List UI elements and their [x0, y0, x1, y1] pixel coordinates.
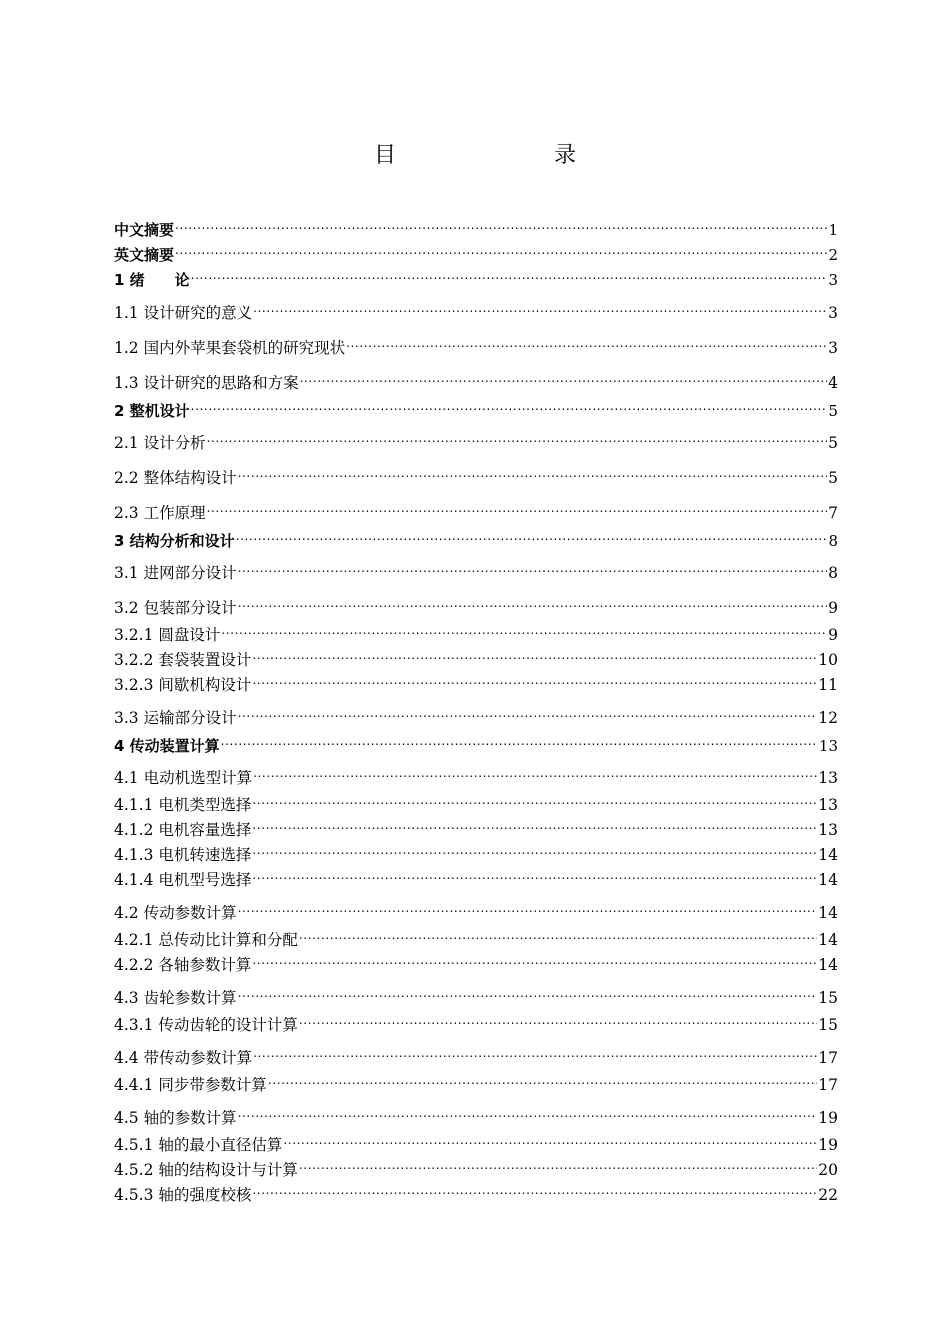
toc-leader-dots: [221, 618, 827, 640]
toc-entry-label: 4.3 齿轮参数计算: [114, 989, 237, 1007]
toc-leader-dots: [253, 761, 817, 783]
toc-entry[interactable]: [114, 1041, 838, 1067]
toc-entry-page: 12: [818, 709, 838, 727]
toc-leader-dots: [300, 366, 828, 388]
toc-entry-label: 3 结构分析和设计: [114, 532, 235, 550]
toc-entry-page: 2: [828, 246, 838, 264]
toc-leader-dots: [175, 213, 827, 235]
toc-leader-dots: [299, 1153, 817, 1175]
toc-leader-dots: [252, 788, 817, 810]
toc-entry-page: 8: [828, 532, 838, 550]
toc-leader-dots: [207, 496, 828, 518]
toc-entry[interactable]: [114, 461, 838, 487]
toc-leader-dots: [238, 1101, 818, 1123]
toc-entry[interactable]: [114, 426, 838, 452]
toc-entry[interactable]: [114, 981, 838, 1007]
toc-entry-page: 13: [818, 796, 838, 814]
toc-entry[interactable]: [114, 524, 838, 550]
toc-entry[interactable]: [114, 331, 838, 357]
toc-entry-page: 5: [828, 434, 838, 452]
toc-entry-label: 4 传动装置计算: [114, 737, 220, 755]
toc-entry-label: 1.2 国内外苹果套袋机的研究现状: [114, 339, 346, 357]
toc-entry-label: 2 整机设计: [114, 402, 190, 420]
toc-entry[interactable]: [114, 556, 838, 582]
toc-leader-dots: [238, 461, 828, 483]
toc-entry-label: 4.5.3 轴的强度校核: [114, 1186, 252, 1204]
toc-entry-label: 4.2.1 总传动比计算和分配: [114, 931, 298, 949]
toc-entry-page: 19: [818, 1109, 838, 1127]
toc-entry-page: 11: [818, 676, 838, 694]
toc-leader-dots: [283, 1128, 817, 1150]
toc-entry-label: 4.5 轴的参数计算: [114, 1109, 237, 1127]
toc-entry-page: 10: [818, 651, 838, 669]
toc-entry-page: 8: [828, 564, 838, 582]
toc-entry[interactable]: [114, 863, 838, 889]
toc-entry[interactable]: [114, 263, 838, 289]
toc-leader-dots: [253, 296, 827, 318]
toc-leader-dots: [191, 394, 828, 416]
toc-entry-label: 4.2 传动参数计算: [114, 904, 237, 922]
toc-entry-label: 4.5.1 轴的最小直径估算: [114, 1136, 283, 1154]
toc-entry-label: 英文摘要: [114, 246, 175, 264]
toc-entry[interactable]: [114, 296, 838, 322]
toc-entry-page: 14: [818, 956, 838, 974]
toc-entry-label: 3.3 运输部分设计: [114, 709, 237, 727]
toc-leader-dots: [207, 426, 828, 448]
toc-entry-label: 3.2.2 套袋装置设计: [114, 651, 252, 669]
toc-entry[interactable]: [114, 923, 838, 949]
toc-entry[interactable]: [114, 1178, 838, 1204]
toc-leader-dots: [175, 238, 827, 260]
toc-entry-page: 5: [828, 402, 838, 420]
toc-entry[interactable]: [114, 1128, 838, 1154]
toc-entry-label: 中文摘要: [114, 221, 175, 239]
toc-entry-label: 4.1.1 电机类型选择: [114, 796, 252, 814]
toc-entry-label: 3.2.3 间歇机构设计: [114, 676, 252, 694]
toc-leader-dots: [253, 1041, 817, 1063]
toc-entry[interactable]: [114, 643, 838, 669]
toc-entry[interactable]: [114, 213, 838, 239]
toc-leader-dots: [236, 524, 828, 546]
toc-entry-label: 2.2 整体结构设计: [114, 469, 237, 487]
toc-entry-page: 3: [828, 271, 838, 289]
toc-entry-page: 22: [818, 1186, 838, 1204]
toc-entry-page: 15: [818, 1016, 838, 1034]
toc-entry[interactable]: [114, 1153, 838, 1179]
toc-entry-label: 2.1 设计分析: [114, 434, 206, 452]
toc-entry-page: 14: [818, 904, 838, 922]
toc-entry-page: 17: [818, 1076, 838, 1094]
toc-entry[interactable]: [114, 761, 838, 787]
toc-entry[interactable]: [114, 668, 838, 694]
toc-entry-label: 3.2.1 圆盘设计: [114, 626, 221, 644]
toc-entry-label: 4.5.2 轴的结构设计与计算: [114, 1161, 298, 1179]
toc-leader-dots: [299, 923, 817, 945]
toc-entry-page: 9: [828, 599, 838, 617]
toc-entry[interactable]: [114, 838, 838, 864]
toc-entry-label: 2.3 工作原理: [114, 504, 206, 522]
toc-entry-label: 3.1 进网部分设计: [114, 564, 237, 582]
toc-entry-label: 4.1.2 电机容量选择: [114, 821, 252, 839]
toc-entry-page: 14: [818, 846, 838, 864]
toc-entry-page: 15: [818, 989, 838, 1007]
toc-leader-dots: [252, 1178, 817, 1200]
toc-entry[interactable]: [114, 496, 838, 522]
toc-entry-label: 1.3 设计研究的思路和方案: [114, 374, 299, 392]
toc-entry[interactable]: [114, 394, 838, 420]
toc-entry[interactable]: [114, 618, 838, 644]
toc-leader-dots: [221, 729, 818, 751]
toc-entry-label: 4.1.4 电机型号选择: [114, 871, 252, 889]
toc-entry[interactable]: [114, 366, 838, 392]
toc-entry-page: 3: [828, 339, 838, 357]
toc-entry[interactable]: [114, 948, 838, 974]
toc-leader-dots: [268, 1068, 817, 1090]
toc-entry-page: 14: [818, 931, 838, 949]
toc-entry-label: 3.2 包装部分设计: [114, 599, 237, 617]
toc-leader-dots: [252, 813, 817, 835]
toc-leader-dots: [238, 981, 818, 1003]
toc-entry-page: 7: [828, 504, 838, 522]
toc-leader-dots: [252, 948, 817, 970]
toc-entry-label: 4.1.3 电机转速选择: [114, 846, 252, 864]
toc-entry[interactable]: [114, 788, 838, 814]
toc-entry-page: 4: [828, 374, 838, 392]
toc-entry[interactable]: [114, 1008, 838, 1034]
toc-leader-dots: [191, 263, 828, 285]
toc-entry-label: 4.1 电动机选型计算: [114, 769, 253, 787]
toc-entry[interactable]: [114, 1101, 838, 1127]
toc-entry-label: 1.1 设计研究的意义: [114, 304, 253, 322]
toc-leader-dots: [346, 331, 827, 353]
toc-entry-page: 13: [818, 769, 838, 787]
toc-leader-dots: [252, 643, 817, 665]
toc-entry[interactable]: [114, 896, 838, 922]
toc-entry-label: 4.2.2 各轴参数计算: [114, 956, 252, 974]
page-title: 目 录: [373, 143, 614, 168]
toc-leader-dots: [238, 701, 818, 723]
toc-leader-dots: [252, 863, 817, 885]
toc-entry-label: 4.4 带传动参数计算: [114, 1049, 253, 1067]
toc-entry-page: 1: [828, 221, 838, 239]
toc-entry-page: 13: [818, 737, 838, 755]
toc-entry[interactable]: [114, 701, 838, 727]
toc-entry-page: 20: [818, 1161, 838, 1179]
toc-entry-page: 14: [818, 871, 838, 889]
toc-entry-label: 4.4.1 同步带参数计算: [114, 1076, 267, 1094]
toc-leader-dots: [252, 668, 817, 690]
toc-entry-page: 3: [828, 304, 838, 322]
toc-entry[interactable]: [114, 238, 838, 264]
toc-entry-page: 5: [828, 469, 838, 487]
toc-entry-page: 17: [818, 1049, 838, 1067]
toc-entry-label: 1 绪 论: [114, 271, 190, 289]
toc-entry[interactable]: [114, 813, 838, 839]
toc-entry-page: 9: [828, 626, 838, 644]
toc-entry-page: 13: [818, 821, 838, 839]
toc-entry[interactable]: [114, 591, 838, 617]
toc-entry[interactable]: [114, 1068, 838, 1094]
toc-entry[interactable]: [114, 729, 838, 755]
toc-entry-page: 19: [818, 1136, 838, 1154]
toc-leader-dots: [299, 1008, 817, 1030]
toc-leader-dots: [238, 896, 818, 918]
toc-leader-dots: [238, 591, 828, 613]
toc-leader-dots: [238, 556, 828, 578]
toc-entry-label: 4.3.1 传动齿轮的设计计算: [114, 1016, 298, 1034]
toc-leader-dots: [252, 838, 817, 860]
